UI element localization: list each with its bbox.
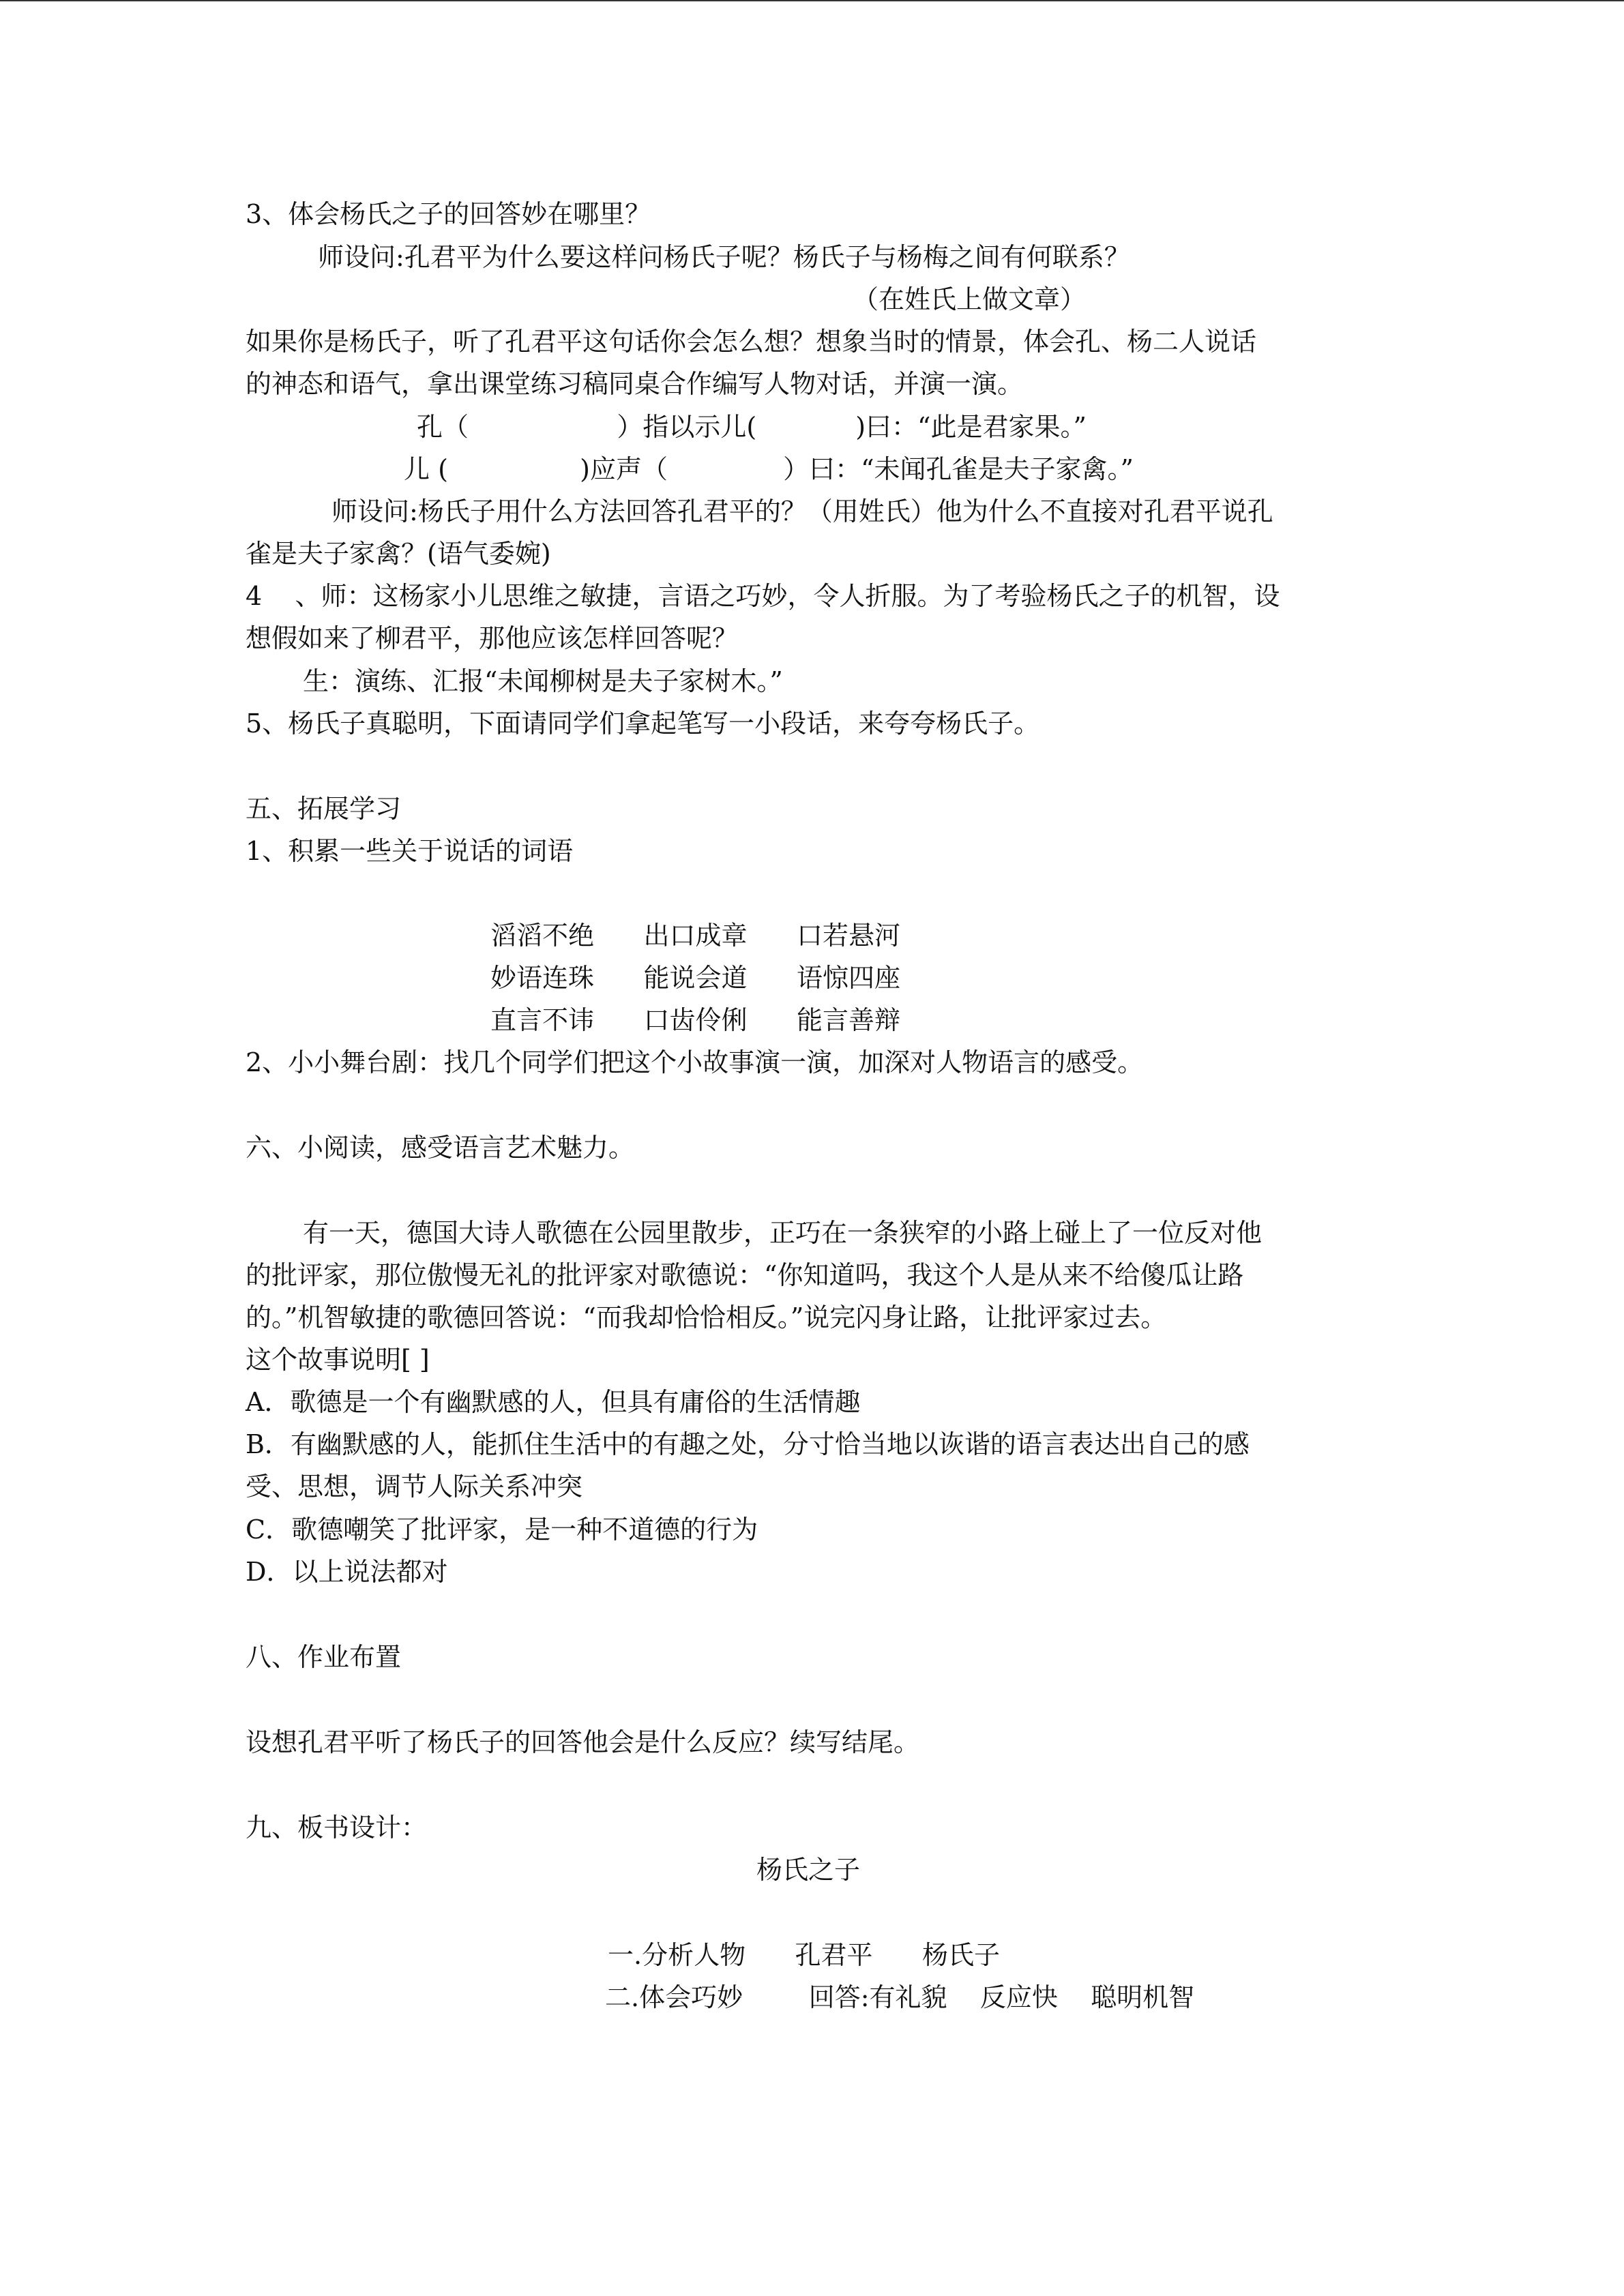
stage-play-line: 2、小小舞台剧：找几个同学们把这个小故事演一演，加深对人物语言的感受。: [246, 1047, 1144, 1077]
teacher-question-2: 师设问:杨氏子用什么方法回答孔君平的？（用姓氏）他为什么不直接对孔君平说孔: [331, 496, 1273, 526]
paragraph-line: 的神态和语气，拿出课堂练习稿同桌合作编写人物对话，并演一演。: [246, 369, 1024, 399]
student-response: 生：演练、汇报“未闻柳树是夫子家树木。”: [303, 666, 783, 696]
story-paragraph: 的。”机智敏捷的歌德回答说：“而我却恰恰相反。”说完闪身让路，让批评家过去。: [246, 1302, 1167, 1332]
vocab-row: 直言不讳 口齿伶俐 能言善辩: [490, 1005, 900, 1035]
board-row-2: 二.体会巧妙 回答:有礼貌 反应快 聪明机智: [605, 1982, 1195, 2012]
paragraph-line: 如果你是杨氏子，听了孔君平这句话你会怎么想？想象当时的情景，体会孔、杨二人说话: [246, 327, 1257, 357]
section-4-line: 4 、师：这杨家小儿思维之敏捷，言语之巧妙，令人折服。为了考验杨氏之子的机智，设: [246, 581, 1280, 611]
story-paragraph: 有一天，德国大诗人歌德在公园里散步，正巧在一条狭窄的小路上碰上了一位反对他: [303, 1218, 1263, 1248]
option-b: B．有幽默感的人，能抓住生活中的有趣之处，分寸恰当地以诙谐的语言表达出自己的感: [246, 1429, 1250, 1459]
dialogue-kong: 孔（ ）指以示儿( )曰：“此是君家果。”: [417, 412, 1087, 442]
section-3-heading: 3、体会杨氏之子的回答妙在哪里？: [246, 199, 651, 229]
homework-text: 设想孔君平听了杨氏子的回答他会是什么反应？续写结尾。: [246, 1727, 920, 1757]
vocab-row: 滔滔不绝 出口成章 口若悬河: [490, 921, 900, 951]
heading-extension-study: 五、拓展学习: [246, 794, 402, 824]
question-stem: 这个故事说明[ ]: [246, 1345, 430, 1375]
dialogue-er: 儿 ( )应声（ ）曰：“未闻孔雀是夫子家禽。”: [404, 454, 1134, 484]
paragraph-line: 想假如来了柳君平，那他应该怎样回答呢？: [246, 623, 739, 653]
vocab-intro: 1、积累一些关于说话的词语: [246, 836, 574, 866]
heading-board-design: 九、板书设计：: [246, 1813, 428, 1843]
teacher-question-1: 师设问:孔君平为什么要这样问杨氏子呢？杨氏子与杨梅之间有何联系？: [318, 242, 1130, 272]
surname-note: （在姓氏上做文章）: [853, 284, 1087, 314]
heading-homework: 八、作业布置: [246, 1642, 402, 1672]
page-top-border: [0, 0, 1624, 1]
board-row-1: 一.分析人物 孔君平 杨氏子: [608, 1940, 1001, 1970]
vocab-row: 妙语连珠 能说会道 语惊四座: [490, 963, 900, 993]
heading-reading: 六、小阅读，感受语言艺术魅力。: [246, 1133, 635, 1163]
option-d: D．以上说法都对: [246, 1557, 448, 1587]
option-c: C．歌德嘲笑了批评家，是一种不道德的行为: [246, 1515, 758, 1545]
board-title: 杨氏之子: [756, 1855, 861, 1885]
section-5-line: 5、杨氏子真聪明，下面请同学们拿起笔写一小段话，来夸夸杨氏子。: [246, 709, 1040, 739]
paragraph-line: 雀是夫子家禽？(语气委婉): [246, 539, 551, 569]
option-b-continued: 受、思想，调节人际关系冲突: [246, 1472, 583, 1502]
option-a: A．歌德是一个有幽默感的人，但具有庸俗的生活情趣: [246, 1387, 861, 1417]
story-paragraph: 的批评家，那位傲慢无礼的批评家对歌德说：“你知道吗，我这个人是从来不给傻瓜让路: [246, 1260, 1244, 1290]
